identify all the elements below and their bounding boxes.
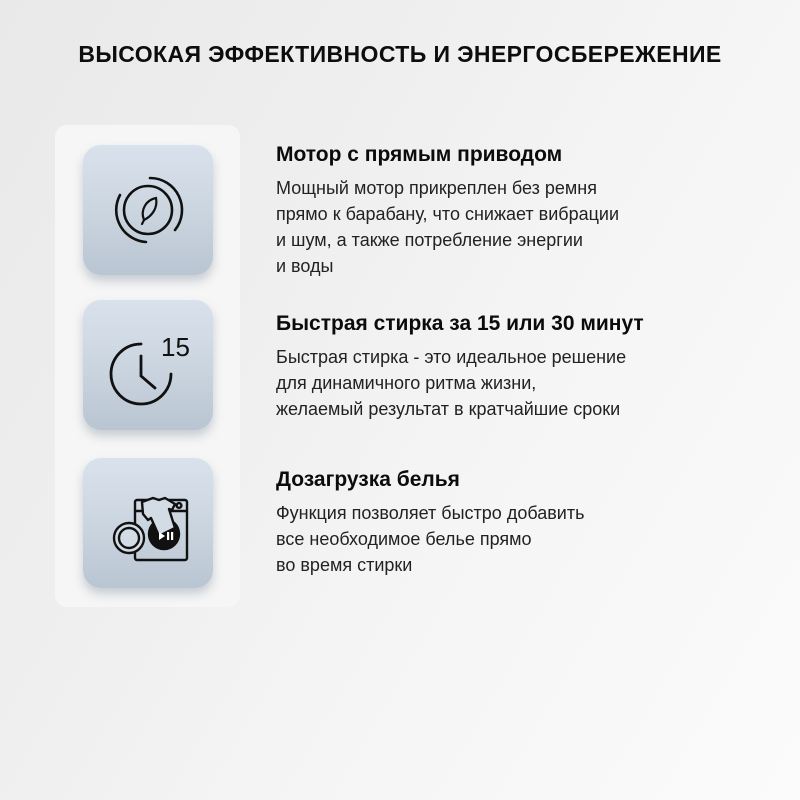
feature-description-line: Мощный мотор прикреплен без ремня [276, 178, 597, 198]
feature-title: Быстрая стирка за 15 или 30 минут [276, 312, 644, 335]
direct-drive-motor-leaf-icon [108, 170, 188, 250]
feature-description-line: все необходимое белье прямо [276, 529, 532, 549]
add-laundry-washer-icon [103, 478, 193, 568]
feature-title: Мотор с прямым приводом [276, 143, 563, 166]
clock-15-icon [103, 320, 193, 410]
feature-title: Дозагрузка белья [276, 468, 460, 491]
feature-description-line: желаемый результат в кратчайшие сроки [276, 399, 621, 419]
feature-description-line: прямо к барабану, что снижает вибрации [276, 204, 620, 224]
feature-description-line: и воды [276, 256, 334, 276]
page-title: ВЫСОКАЯ ЭФФЕКТИВНОСТЬ И ЭНЕРГОСБЕРЕЖЕНИЕ [78, 41, 722, 67]
feature-description-line: и шум, а также потребление энергии [276, 230, 583, 250]
feature-description-line: во время стирки [276, 555, 413, 575]
feature-direct-drive-motor [276, 141, 776, 279]
feature-icon-tile-motor [83, 145, 213, 275]
feature-icon-tile-quick-wash [83, 300, 213, 430]
feature-description-line: Быстрая стирка - это идеальное решение [276, 347, 627, 367]
feature-description-line: Функция позволяет быстро добавить [276, 503, 585, 523]
feature-quick-wash [276, 310, 776, 422]
feature-icon-tile-add-laundry [83, 458, 213, 588]
feature-description-line: для динамичного ритма жизни, [276, 373, 537, 393]
clock-15-label: 15 [161, 332, 190, 362]
feature-add-laundry [276, 466, 776, 578]
